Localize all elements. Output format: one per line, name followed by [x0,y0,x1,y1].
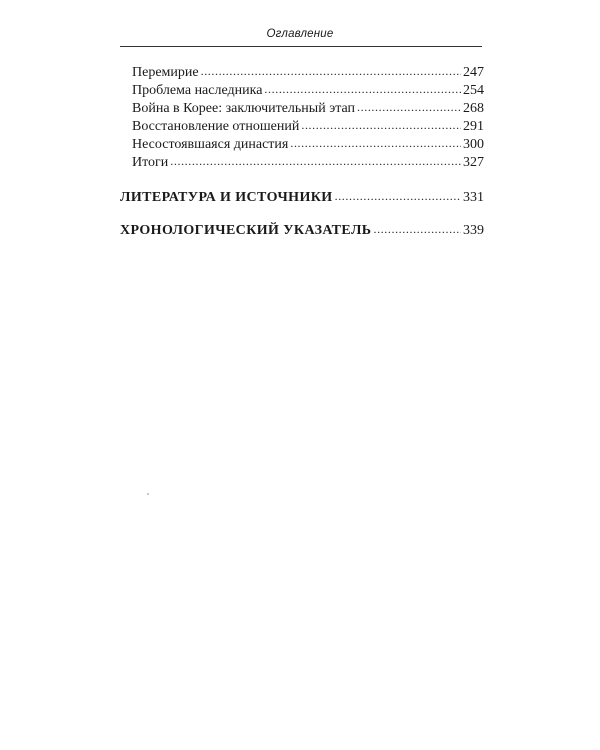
toc-entry [132,99,484,117]
dot-leader [335,187,461,206]
toc-section-page: 339 [463,223,484,238]
toc-entry-title: Восстановление отношений [132,119,300,134]
toc-entry-title: Несостоявшаяся династия [132,137,289,152]
header-rule [120,46,482,47]
dot-leader [264,80,461,99]
dot-leader [373,220,461,239]
toc-entry-page: 327 [463,155,484,170]
toc-entry-page: 247 [463,65,484,80]
toc-entry-title: Война в Корее: заключительный этап [132,101,356,116]
toc-entry-page: 268 [463,101,484,116]
toc-entry-page: 254 [463,83,484,98]
toc-entry [132,153,484,171]
dot-leader [201,62,461,81]
toc-entry-page: 300 [463,137,484,152]
toc-section-title: ХРОНОЛОГИЧЕСКИЙ УКАЗАТЕЛЬ [120,223,372,238]
dot-leader [290,134,461,153]
toc-entry-title: Итоги [132,155,169,170]
toc-section-entry [120,188,484,206]
toc-entry-page: 291 [463,119,484,134]
toc-section-entry [120,221,484,239]
toc-section-title: ЛИТЕРАТУРА И ИСТОЧНИКИ [120,190,333,205]
dot-leader [357,98,461,117]
running-header-title: Оглавление [266,28,334,40]
toc-section-page: 331 [463,190,484,205]
toc-entry [132,117,484,135]
toc-entry [132,81,484,99]
scan-speck [147,493,149,495]
dot-leader [170,152,461,171]
toc-entry-title: Проблема наследника [132,83,263,98]
dot-leader [301,116,461,135]
toc-entry [132,135,484,153]
toc-entry [132,63,484,81]
toc-entry-title: Перемирие [132,65,199,80]
